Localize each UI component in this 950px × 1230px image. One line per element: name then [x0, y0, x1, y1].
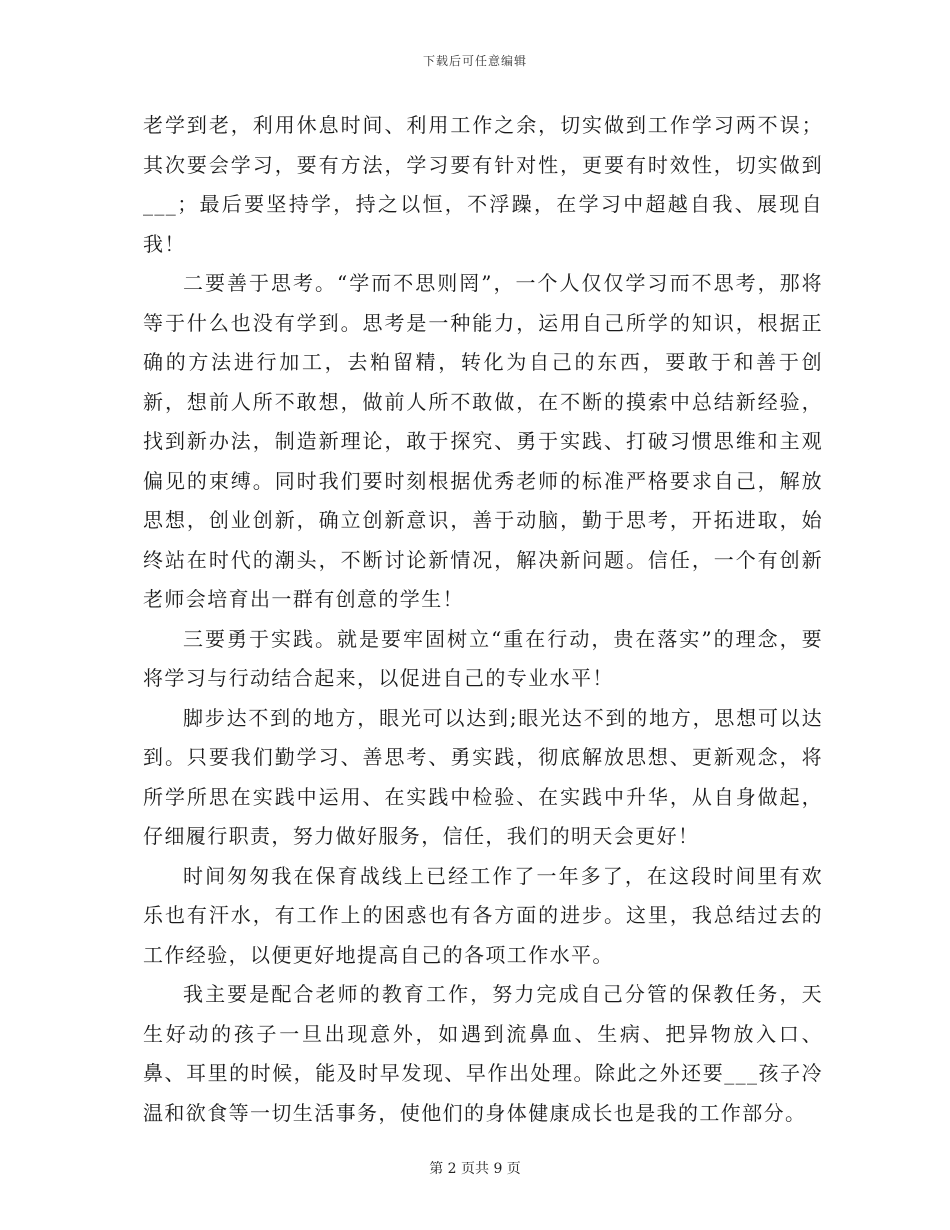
paragraph: 二要善于思考。“学而不思则罔”，一个人仅仅学习而不思考，那将等于什么也没有学到。思考是一种能力，运用自己所学的知识，根据正确的方法进行加工，去粕留精，转化为自己的东西，要敢于和善于创新，想前人所不敢想，做前人所不敢做，在不断的摸索中总结新经验，找到新办法，制造新理论，敢于探究、勇于实践、打破习惯思维和主观偏见的束缚。同时我们要时刻根据优秀老师的标准严格要求自己，解放思想，创业创新，确立创新意识，善于动脑，勤于思考，开拓进取，始终站在时代的潮头，不断讨论新情况，解决新问题。信任，一个有创新老师会培育出一群有创意的学生！ [143, 271, 823, 611]
paragraph: 我主要是配合老师的教育工作，努力完成自己分管的保教任务，天生好动的孩子一旦出现意外，如遇到流鼻血、生病、把异物放入口、鼻、耳里的时候，能及时早发现、早作出处理。除此之外还要___孩子冷温和欲食等一切生活事务，使他们的身体健康成长也是我的工作部分。 [143, 982, 823, 1125]
paragraph: 时间匆匆我在保育战线上已经工作了一年多了，在这段时间里有欢乐也有汗水，有工作上的困惑也有各方面的进步。这里，我总结过去的工作经验，以便更好地提高自己的各项工作水平。 [143, 863, 823, 967]
page-header: 下载后可任意编辑 [422, 54, 527, 68]
paragraph: 老学到老，利用休息时间、利用工作之余，切实做到工作学习两不误；其次要会学习，要有方法，学习要有针对性，更要有时效性，切实做到___；最后要坚持学，持之以恒，不浮躁，在学习中超越自我、展现自我！ [143, 113, 823, 256]
page-number: 第 2 页共 9 页 [429, 1161, 521, 1177]
paragraph: 脚步达不到的地方，眼光可以达到;眼光达不到的地方，思想可以达到。只要我们勤学习、善思考、勇实践，彻底解放思想、更新观念，将所学所思在实践中运用、在实践中检验、在实践中升华，从自身做起，仔细履行职责，努力做好服务，信任，我们的明天会更好！ [143, 705, 823, 848]
document-body [143, 106, 823, 1133]
paragraph: 三要勇于实践。就是要牢固树立“重在行动，贵在落实”的理念，要将学习与行动结合起来，以促进自己的专业水平！ [143, 626, 823, 690]
